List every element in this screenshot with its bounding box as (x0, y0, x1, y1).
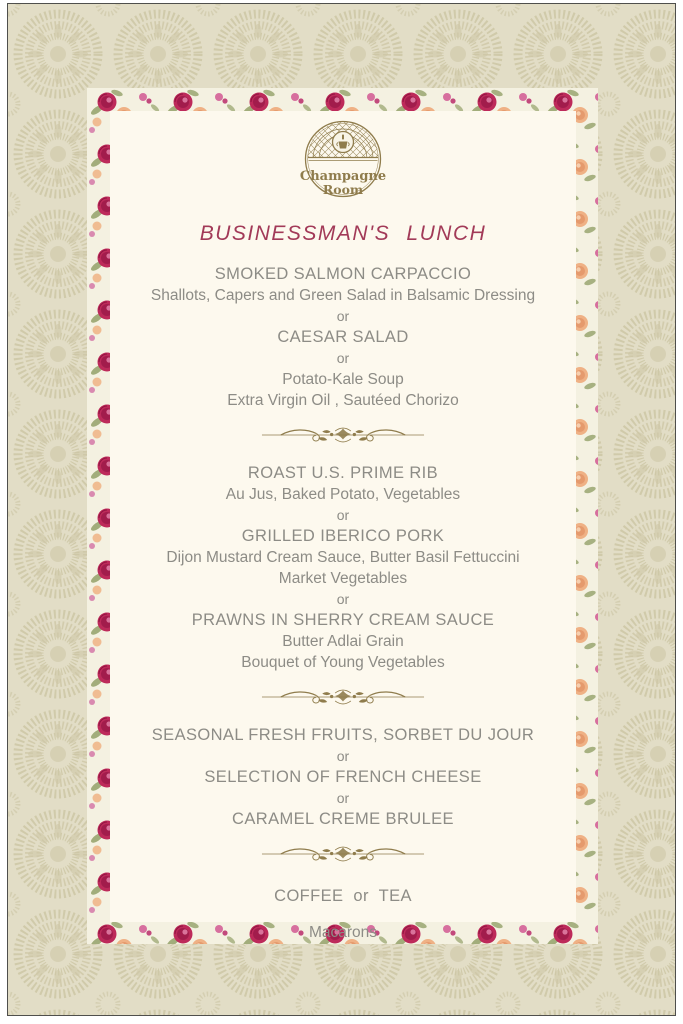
or-separator: or (336, 507, 350, 523)
courses-list (118, 264, 568, 943)
course-section (118, 725, 568, 830)
menu-line: Bouquet of Young Vegetables (241, 654, 445, 671)
flourish-icon (259, 425, 427, 445)
ornamental-divider (118, 844, 568, 864)
ornamental-divider (118, 687, 568, 707)
logo-text-champagne: Champagne (299, 169, 387, 184)
menu-line: Potato-Kale Soup (282, 371, 404, 388)
menu-line: CARAMEL CREME BRULEE (232, 810, 454, 828)
menu-line: SELECTION OF FRENCH CHEESE (204, 768, 482, 786)
menu-line: Market Vegetables (278, 570, 408, 587)
course-section (118, 886, 568, 943)
menu-line: Extra Virgin Oil , Sautéed Chorizo (227, 392, 459, 409)
champagne-bucket-icon (333, 132, 354, 153)
menu-line: PRAWNS IN SHERRY CREAM SAUCE (191, 611, 495, 629)
menu-line: COFFEE or TEA (274, 887, 412, 905)
course-section (118, 463, 568, 673)
or-separator: or (336, 591, 350, 607)
flourish-icon (259, 844, 427, 864)
menu-line: GRILLED IBERICO PORK (241, 527, 445, 545)
menu-line: Macarons (308, 924, 378, 941)
or-separator: or (336, 350, 350, 366)
champagne-room-logo (297, 117, 389, 203)
menu-line: ROAST U.S. PRIME RIB (247, 464, 439, 482)
menu-title: BUSINESSMAN'S LUNCH (199, 222, 487, 245)
menu-card (110, 111, 576, 941)
ornamental-divider (118, 425, 568, 445)
menu-line: SMOKED SALMON CARPACCIO (214, 265, 472, 283)
menu-line: CAESAR SALAD (277, 328, 409, 346)
menu-line: Butter Adlai Grain (282, 633, 404, 650)
or-separator: or (336, 790, 350, 806)
menu-line: Au Jus, Baked Potato, Vegetables (225, 486, 461, 503)
menu-line: Dijon Mustard Cream Sauce, Butter Basil Fettuccini (166, 549, 520, 566)
menu-line: SEASONAL FRESH FRUITS, SORBET DU JOUR (151, 726, 535, 744)
course-section (118, 264, 568, 411)
logo-text-room: Room (322, 182, 364, 197)
or-separator: or (336, 748, 350, 764)
menu-line: Shallots, Capers and Green Salad in Balsamic Dressing (150, 287, 536, 304)
flourish-icon (259, 687, 427, 707)
or-separator: or (336, 308, 350, 324)
